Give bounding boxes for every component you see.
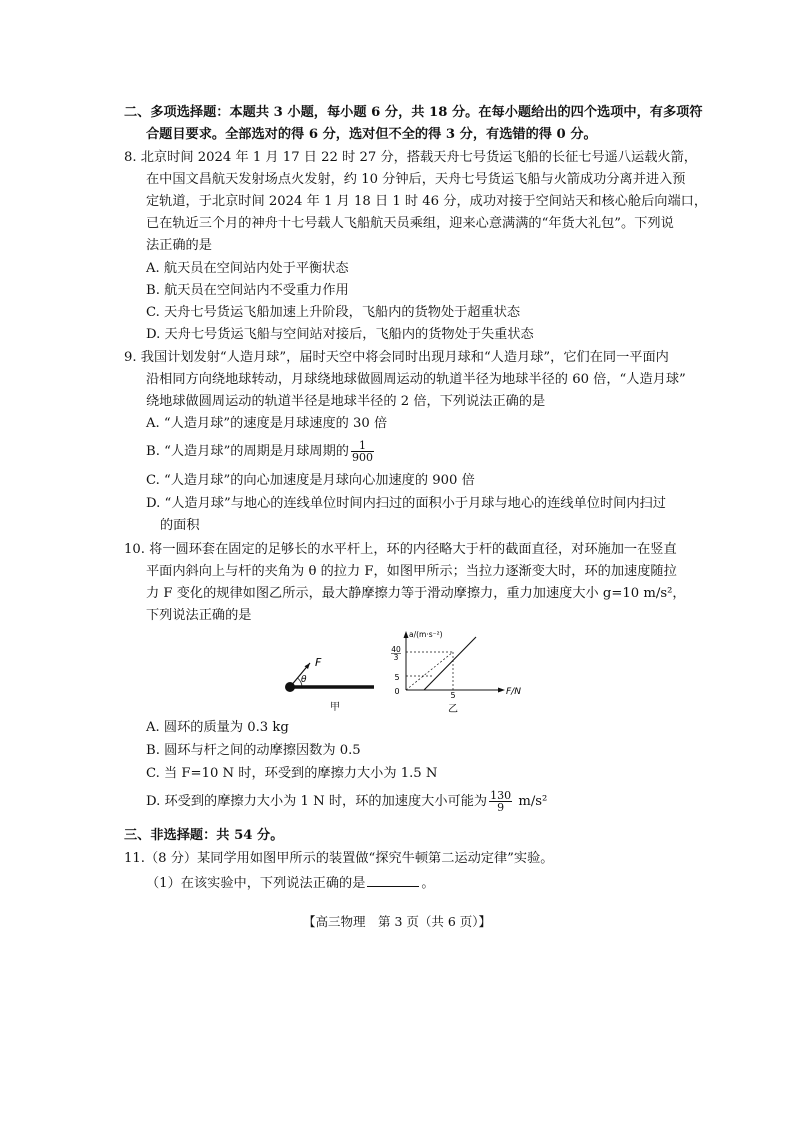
q8-option-d: D. 天舟七号货运飞船与空间站对接后，飞船内的货物处于失重状态 xyxy=(146,327,534,342)
q9-stem-line1: 9. 我国计划发射“人造月球”，届时天空中将会同时出现月球和“人造月球”，它们在同一平面内 xyxy=(124,350,669,365)
figure-yi-caption: 乙 xyxy=(448,704,458,714)
q10-stem-line2: 平面内斜向上与杆的夹角为 θ 的拉力 F，如图甲所示；当拉力逐渐变大时，环的加速度随拉 xyxy=(146,564,677,579)
q8-stem-line1: 8. 北京时间 2024 年 1 月 17 日 22 时 27 分，搭载天舟七号货运飞船的长征七号遥八运载火箭， xyxy=(124,150,697,165)
q8-option-c: C. 天舟七号货运飞船加速上升阶段，飞船内的货物处于超重状态 xyxy=(146,305,521,320)
q10-option-d-text: D. 环受到的摩擦力大小为 1 N 时，环的加速度大小可能为 xyxy=(146,794,488,809)
fraction-denominator: 900 xyxy=(352,451,373,464)
q10-option-a: A. 圆环的质量为 0.3 kg xyxy=(146,720,289,735)
q8-stem-line4: 已在轨近三个月的神舟十七号载人飞船航天员乘组，迎来心意满满的“年货大礼包”。下列说 xyxy=(146,216,674,231)
answer-blank[interactable] xyxy=(367,872,419,887)
figure-jia xyxy=(278,650,378,712)
y-axis-arrowhead xyxy=(404,631,409,638)
q10-stem-line1: 10. 将一圆环套在固定的足够长的水平杆上，环的内径略大于杆的截面直径，对环施加一在竖直 xyxy=(124,542,677,557)
q11-sub1-end: 。 xyxy=(421,876,435,891)
q8-stem-line3: 定轨道，于北京时间 2024 年 1 月 18 日 1 时 46 分，成功对接于空间站天和核心舱后向端口， xyxy=(146,194,708,209)
fraction-numerator: 1 xyxy=(351,440,374,452)
q11-sub1-text: （1）在该实验中，下列说法正确的是 xyxy=(146,876,366,891)
q9-stem-line2: 沿相同方向绕地球转动，月球绕地球做圆周运动的轨道半径为地球半径的 60 倍，“人造月球” xyxy=(146,372,686,387)
figure-yi xyxy=(378,628,528,714)
q10-stem-line3: 力 F 变化的规律如图乙所示，最大静摩擦力等于滑动摩擦力，重力加速度大小 g=10 m/s²， xyxy=(146,586,686,601)
q10-option-d-fraction xyxy=(489,790,512,813)
q10-stem-line4: 下列说法正确的是 xyxy=(146,608,252,623)
graph-line xyxy=(424,637,476,690)
q8-option-b: B. 航天员在空间站内不受重力作用 xyxy=(146,283,349,298)
q8-option-a: A. 航天员在空间站内处于平衡状态 xyxy=(146,261,349,276)
q9-option-d-line1: D. “人造月球”与地心的连线单位时间内扫过的面积小于月球与地心的连线单位时间内扫过 xyxy=(146,496,666,511)
section3-header: 三、非选择题：共 54 分。 xyxy=(124,828,284,843)
q9-option-a: A. “人造月球”的速度是月球速度的 30 倍 xyxy=(146,416,388,431)
y-tick-fraction-numerator: 40 xyxy=(391,645,401,654)
page-footer: 【高三物理 第 3 页（共 6 页）】 xyxy=(302,914,492,929)
q11-stem: 11.（8 分）某同学用如图甲所示的装置做“探究牛顿第二运动定律”实验。 xyxy=(124,851,554,866)
q10-option-d xyxy=(146,790,547,813)
q9-option-b xyxy=(146,440,376,463)
q10-option-b: B. 圆环与杆之间的动摩擦因数为 0.5 xyxy=(146,743,361,758)
angle-label: θ xyxy=(301,675,307,685)
q9-stem-line3: 绕地球做圆周运动的轨道半径是地球半径的 2 倍，下列说法正确的是 xyxy=(146,394,546,409)
fraction-numerator: 130 xyxy=(490,789,512,802)
q11-sub1 xyxy=(146,872,435,894)
y-axis-label: a/(m·s⁻²) xyxy=(409,630,443,639)
section2-header-line1: 二、多项选择题：本题共 3 小题，每小题 6 分，共 18 分。在每小题给出的四个选项中，有多项符 xyxy=(124,105,703,120)
q9-option-b-fraction xyxy=(351,440,374,463)
origin-label: 0 xyxy=(394,687,400,696)
y-tick-fraction-denominator: 3 xyxy=(393,653,399,662)
q10-option-c: C. 当 F=10 N 时，环受到的摩擦力大小为 1.5 N xyxy=(146,766,438,781)
q10-option-d-unit: m/s² xyxy=(518,794,548,809)
q9-option-d-line2: 的面积 xyxy=(160,518,200,533)
q9-option-b-text: B. “人造月球”的周期是月球周期的 xyxy=(146,444,349,459)
fraction-denominator: 9 xyxy=(497,801,505,814)
figure-jia-caption: 甲 xyxy=(330,702,340,712)
section2-header-line2: 合题目要求。全部选对的得 6 分，选对但不全的得 3 分，有选错的得 0 分。 xyxy=(146,127,597,142)
q8-stem-line2: 在中国文昌航天发射场点火发射，约 10 分钟后，天舟七号货运飞船与火箭成功分离并进入预 xyxy=(146,172,686,187)
q8-stem-line5: 法正确的是 xyxy=(146,238,212,253)
q9-option-c: C. “人造月球”的向心加速度是月球向心加速度的 900 倍 xyxy=(146,473,475,488)
x-axis-label: F/N xyxy=(506,687,521,697)
force-label: F xyxy=(315,656,322,669)
y-tick-5: 5 xyxy=(394,673,400,682)
x-axis-arrowhead xyxy=(498,688,505,693)
x-tick-5: 5 xyxy=(450,691,456,700)
